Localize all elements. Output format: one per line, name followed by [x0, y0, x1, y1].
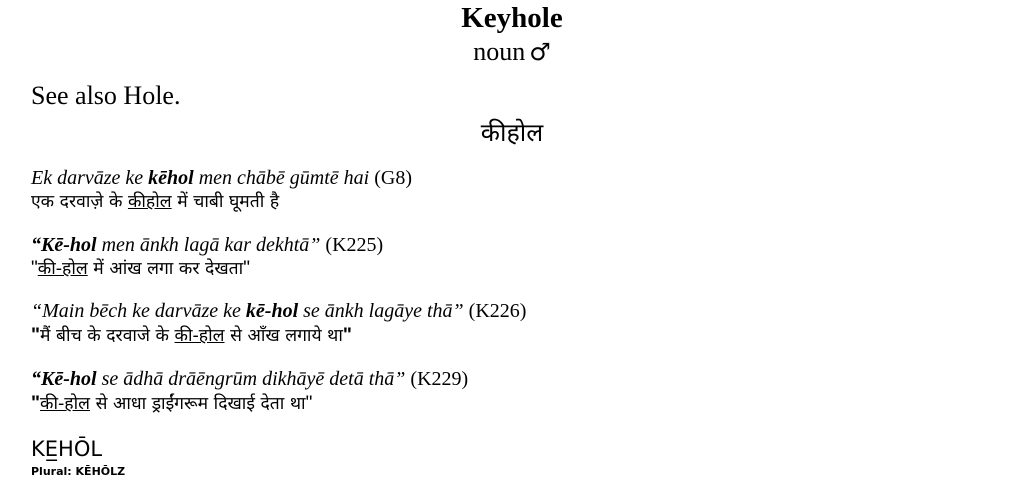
example-text: से आँख लगाये था [224, 326, 343, 346]
example-text: men ānkh lagā kar dekhtā” [96, 234, 321, 256]
example-source-ref: (G8) [369, 167, 413, 189]
example-devanagari [31, 392, 312, 416]
example-source-ref: (K225) [320, 234, 384, 256]
example-text: se ādhā drāēngrūm dikhāyē detā thā” [96, 368, 406, 390]
example-keyword: Kē-hol [41, 234, 97, 256]
example-text: में आंख लगा कर देखता [87, 259, 244, 279]
example-source-ref: (K226) [463, 300, 527, 322]
transliteration: KE̲HŌL [31, 437, 103, 461]
quote-mark: " [31, 393, 41, 414]
plural-value: KĒHŌLZ [75, 465, 126, 478]
example-text: में चाबी घूमती है [171, 192, 280, 212]
plural-form [31, 464, 125, 480]
example-text: Ek darvāze ke [31, 167, 149, 189]
plural-label: Plural: [31, 465, 72, 478]
example-text: एक दरवाज़े के [31, 192, 128, 212]
quote-mark: " [31, 258, 38, 279]
example-keyword: Kē-hol [41, 368, 97, 390]
quote-mark: “ [31, 368, 41, 390]
part-of-speech [0, 36, 1024, 68]
example-text: se ānkh lagāye thā” [298, 300, 464, 322]
example-text: से आधा ड्राईंगरूम दिखाई देता था [90, 394, 306, 414]
see-also-reference: See also Hole. [31, 81, 181, 110]
male-gender-icon: ♂ [529, 38, 551, 66]
example-keyword: की-होल [37, 259, 88, 279]
quote-mark: " [342, 325, 352, 346]
example-keyword: कीहोल [127, 192, 172, 212]
part-of-speech-label: noun [473, 37, 526, 66]
quote-mark: " [243, 258, 250, 279]
example-roman [31, 367, 468, 391]
example-devanagari [31, 324, 352, 348]
quote-mark: “ [31, 234, 41, 256]
example-keyword: kē-hol [245, 300, 299, 322]
example-keyword: की-होल [174, 326, 225, 346]
example-text: men chābē gūmtē hai [193, 167, 370, 189]
example-source-ref: (K229) [405, 368, 469, 390]
headword: Keyhole [461, 2, 563, 34]
example-devanagari [31, 257, 250, 281]
example-roman [31, 299, 526, 323]
hindi-headword: कीहोल [480, 118, 544, 147]
example-text: “Main bēch ke darvāze ke [31, 300, 246, 322]
example-keyword: की-होल [40, 394, 90, 414]
quote-mark: " [305, 393, 313, 414]
example-roman [31, 233, 383, 257]
example-keyword: kēhol [148, 167, 194, 189]
quote-mark: " [31, 325, 41, 346]
example-devanagari [31, 190, 279, 214]
example-roman [31, 166, 412, 190]
example-text: मैं बीच के दरवाजे के [40, 326, 175, 346]
